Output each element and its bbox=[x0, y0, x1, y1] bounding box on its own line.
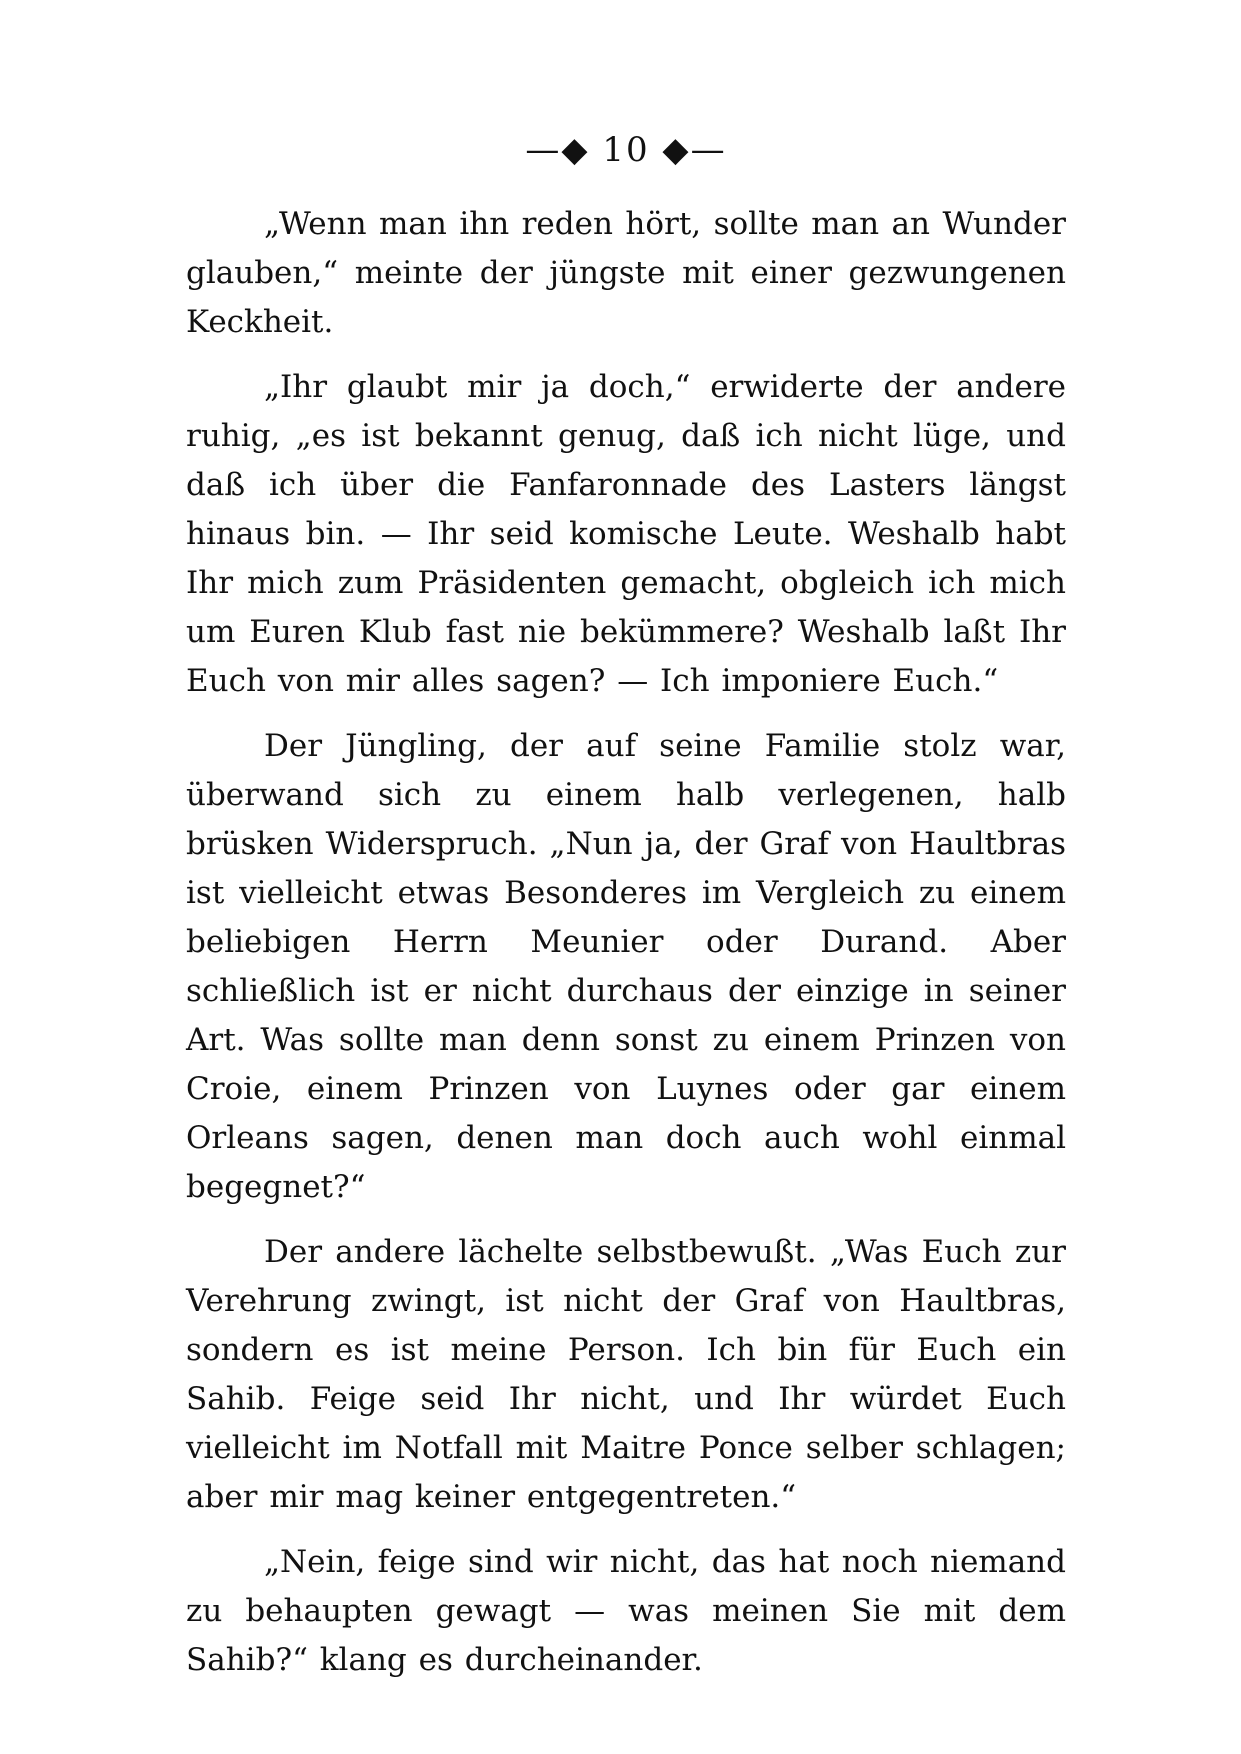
paragraph-4: Der andere lächelte selbstbewußt. „Was Euch zur Verehrung zwingt, ist nicht der Graf von Haultbras, sondern es ist meine Person. Ich bin für Euch ein Sahib. Feige seid Ihr nicht, und Ihr würdet Euch vielleicht im Notfall mit Maitre Ponce selber schlagen; aber mir mag keiner entgegentreten.“ bbox=[186, 1234, 1066, 1515]
paragraph-1: „Wenn man ihn reden hört, sollte man an Wunder glauben,“ meinte der jüngste mit einer gezwungenen Keckheit. bbox=[186, 206, 1066, 340]
paragraph-2: „Ihr glaubt mir ja doch,“ erwiderte der andere ruhig, „es ist bekannt genug, daß ich nicht lüge, und daß ich über die Fanfaronnade des Lasters längst hinaus bin. — Ihr seid komische Leute. Weshalb habt Ihr mich zum Präsidenten gemacht, obgleich ich mich um Euren Klub fast nie bekümmere? Weshalb laßt Ihr Euch von mir alles sagen? — Ich imponiere Euch.“ bbox=[186, 369, 1066, 699]
paragraph-5: „Nein, feige sind wir nicht, das hat noch niemand zu behaupten gewagt — was meinen Sie mit dem Sahib?“ klang es durcheinander. bbox=[186, 1544, 1066, 1678]
paragraph-3: Der Jüngling, der auf seine Familie stolz war, überwand sich zu einem halb verlegenen, halb brüsken Widerspruch. „Nun ja, der Graf von Haultbras ist vielleicht etwas Besonderes im Vergleich zu einem beliebigen Herrn Meunier oder Durand. Aber schließlich ist er nicht durchaus der einzige in seiner Art. Was sollte man denn sonst zu einem Prinzen von Croie, einem Prinzen von Luynes oder gar einem Orleans sagen, denen man doch auch wohl einmal begegnet?“ bbox=[186, 728, 1066, 1205]
page-number: —◆ 10 ◆— bbox=[525, 130, 727, 170]
book-page bbox=[186, 120, 1066, 1701]
